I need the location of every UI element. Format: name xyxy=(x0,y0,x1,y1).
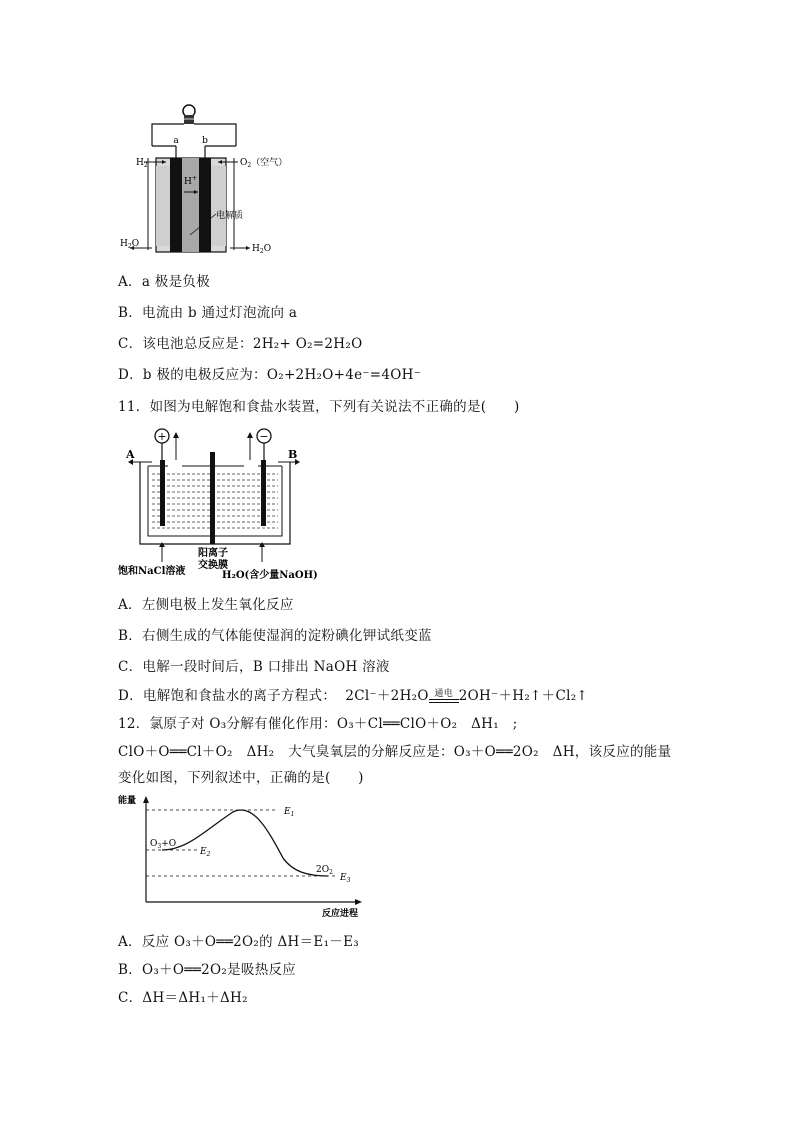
q10-option-a: A．a 极是负极 xyxy=(118,274,210,290)
electrode-b-label: b xyxy=(202,136,208,146)
reactant-label: $O_3+O$ xyxy=(150,839,177,850)
q11-option-a: A．左侧电极上发生氧化反应 xyxy=(118,597,294,613)
fuel-cell-diagram xyxy=(118,100,298,260)
h2o-right-label: $H_2O$ xyxy=(252,244,272,255)
x-axis-label: 反应进程 xyxy=(322,909,359,919)
inlet-h2o-label: H₂O(含少量NaOH) xyxy=(222,570,318,580)
electrode-a-label: a xyxy=(173,136,179,146)
h2-label: $H_2$ xyxy=(136,158,148,169)
q12-line-2: ClO＋O══Cl＋O₂ ΔH₂ 大气臭氧层的分解反应是：O₃＋O══2O₂ ΔH，该反应的能量 xyxy=(118,744,672,760)
cathode-electrode xyxy=(261,460,266,526)
q10-option-c: C．该电池总反应是：2H₂+ O₂=2H₂O xyxy=(118,336,363,352)
outlet-b-label: B xyxy=(288,448,298,461)
membrane-label-2: 交换膜 xyxy=(198,560,228,571)
q11-option-d: D．电解饱和食盐水的离子方程式： 2Cl⁻＋2H₂O 通电 2OH⁻＋H₂↑＋Cl₂↑ xyxy=(118,688,589,704)
e3-label: $E_3$ xyxy=(340,873,351,884)
outlet-a-label: A xyxy=(126,448,135,461)
hplus-label: H+ xyxy=(184,175,197,187)
y-axis-label: 能量 xyxy=(118,796,137,806)
q12-option-b: B．O₃＋O══2O₂是吸热反应 xyxy=(118,962,297,978)
o2-label: $O_2$（空气） xyxy=(240,158,288,169)
electrode-a xyxy=(170,158,182,252)
product-label: $2O_2$ xyxy=(316,865,333,876)
membrane-label-1: 阳离子 xyxy=(198,548,228,559)
q11-option-b: B．右侧生成的气体能使湿润的淀粉碘化钾试纸变蓝 xyxy=(118,628,432,644)
electrolysis-diagram xyxy=(118,422,348,580)
q11-stem: 11．如图为电解饱和食盐水装置，下列有关说法不正确的是( ) xyxy=(118,399,520,415)
q12-line-1: 12．氯原子对 O₃分解有催化作用：O₃＋Cl══ClO＋O₂ ΔH₁ ; xyxy=(118,716,518,732)
energy-profile-chart xyxy=(118,790,368,920)
svg-text:−: − xyxy=(259,430,269,443)
electrode-b xyxy=(199,158,211,252)
q10-option-d: D．b 极的电极反应为：O₂+2H₂O+4e⁻=4OH⁻ xyxy=(118,367,422,383)
light-bulb-icon xyxy=(183,105,195,124)
q10-option-b: B．电流由 b 通过灯泡流向 a xyxy=(118,305,298,321)
inlet-nacl-label: 饱和NaCl溶液 xyxy=(118,566,186,577)
e1-label: $E_1$ xyxy=(284,807,295,818)
q12-option-c: C．ΔH＝ΔH₁＋ΔH₂ xyxy=(118,990,248,1006)
electrolyte-label: 电解质 xyxy=(216,211,244,221)
q11-option-c: C．电解一段时间后，B 口排出 NaOH 溶液 xyxy=(118,659,390,675)
energy-curve xyxy=(162,810,328,876)
e2-label: $E_2$ xyxy=(200,847,211,858)
anode-electrode xyxy=(160,460,165,526)
q12-option-a: A．反应 O₃＋O══2O₂的 ΔH＝E₁－E₃ xyxy=(118,934,359,950)
q12-line-3: 变化如图，下列叙述中，正确的是( ) xyxy=(118,770,364,786)
cation-exchange-membrane xyxy=(210,452,215,544)
h2o-left-label: $H_2O$ xyxy=(120,239,140,250)
svg-text:+: + xyxy=(157,430,167,443)
reaction-condition: 通电 xyxy=(429,690,459,703)
